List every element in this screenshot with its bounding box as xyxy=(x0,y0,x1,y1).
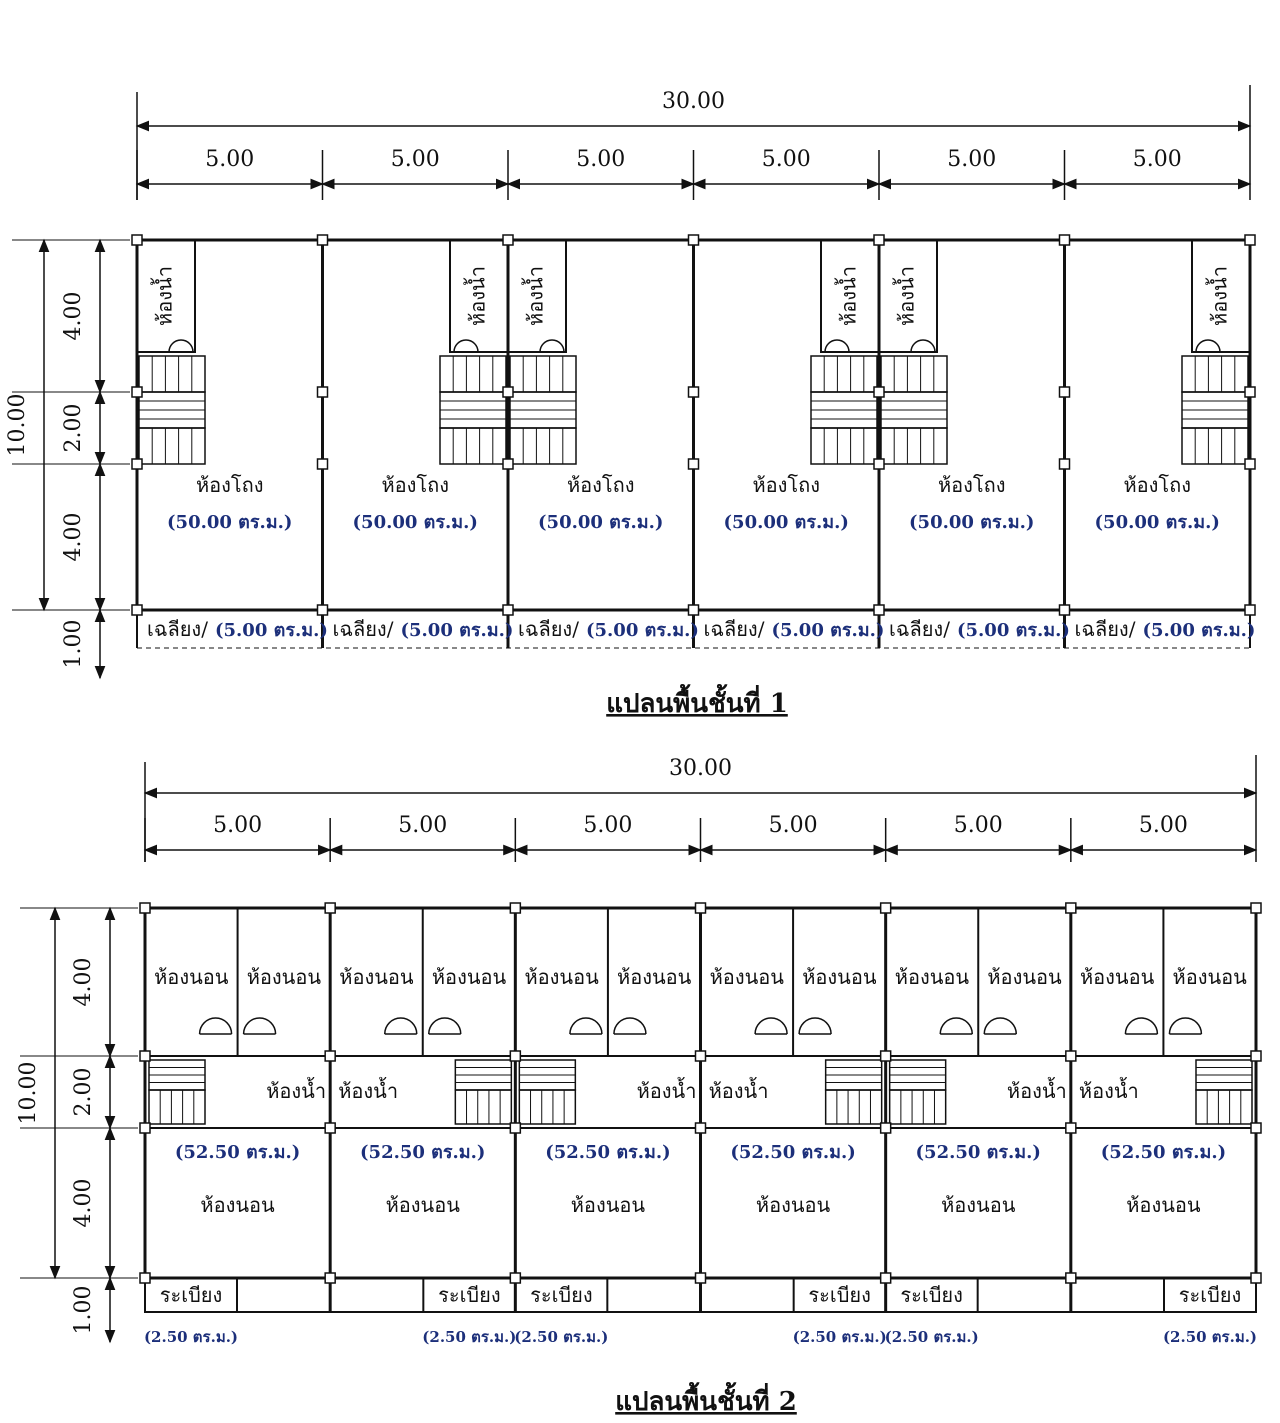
hall-label: ห้องโถง xyxy=(752,473,821,497)
bathroom-label: ห้องน้ำ xyxy=(1006,1079,1067,1103)
column-marker xyxy=(696,1051,706,1061)
overall-width-dimension-label: 30.00 xyxy=(662,89,725,114)
bay-width-dimension-2-label: 5.00 xyxy=(583,813,633,838)
column-marker xyxy=(1066,1123,1076,1133)
floor-area-label: (52.50 ตร.ม.) xyxy=(730,1142,856,1163)
column-marker xyxy=(689,387,699,397)
front-bedroom-label: ห้องนอน xyxy=(385,1193,460,1217)
depth-dimension-rear-2-label: 4.00 xyxy=(71,957,96,1007)
balcony-label: ระเบียง xyxy=(159,1283,223,1307)
column-marker xyxy=(1060,605,1070,615)
door-swing xyxy=(825,340,849,352)
rear-bedroom-label: ห้องนอน xyxy=(339,965,414,989)
porch-area-label: (5.00 ตร.ม.) xyxy=(1142,620,1256,641)
column-marker xyxy=(689,235,699,245)
balcony-area-label: (2.50 ตร.ม.) xyxy=(884,1328,979,1346)
hall-area-label: (50.00 ตร.ม.) xyxy=(909,512,1035,533)
door-swing xyxy=(570,1018,602,1034)
floor-area-label: (52.50 ตร.ม.) xyxy=(360,1142,486,1163)
bathroom-label: ห้องน้ำ xyxy=(465,266,490,326)
column-marker xyxy=(1066,1051,1076,1061)
bathroom-label: ห้องน้ำ xyxy=(338,1079,399,1103)
stair-flight xyxy=(881,428,947,464)
bay-width-dimension-label: 5.00 xyxy=(761,147,811,172)
bay-width-dimension-label: 5.00 xyxy=(205,147,255,172)
floor-area-label: (52.50 ตร.ม.) xyxy=(545,1142,671,1163)
column-marker xyxy=(881,1123,891,1133)
stair-flight xyxy=(1196,1090,1252,1124)
column-marker xyxy=(510,1273,520,1283)
door-swing xyxy=(429,1018,461,1034)
floor-1-title: แปลนพื้นชั้นที่ 1 xyxy=(606,689,788,719)
stair-flight xyxy=(510,428,576,464)
column-marker xyxy=(140,1273,150,1283)
hall-area-label: (50.00 ตร.ม.) xyxy=(352,512,478,533)
column-marker xyxy=(881,1051,891,1061)
front-bedroom-label: ห้องนอน xyxy=(1126,1193,1201,1217)
bay-width-dimension-2-label: 5.00 xyxy=(1138,813,1188,838)
column-marker xyxy=(510,1123,520,1133)
rear-bedroom-label: ห้องนอน xyxy=(431,965,507,989)
bay-width-dimension-2-label: 5.00 xyxy=(768,813,818,838)
balcony-area-label: (2.50 ตร.ม.) xyxy=(143,1328,239,1346)
door-swing xyxy=(799,1018,831,1034)
balcony-label: ระเบียง xyxy=(530,1283,593,1307)
column-marker xyxy=(696,1273,706,1283)
column-marker xyxy=(1251,1051,1261,1061)
door-swing xyxy=(385,1018,417,1034)
porch-area-label: (5.00 ตร.ม.) xyxy=(215,620,328,641)
stair-flight xyxy=(1182,356,1248,392)
column-marker xyxy=(510,903,520,913)
door-swing xyxy=(169,340,193,352)
front-bedroom-label: ห้องนอน xyxy=(755,1193,831,1217)
column-marker xyxy=(140,1123,150,1133)
depth-dimension-stair-label: 2.00 xyxy=(61,403,86,453)
column-marker xyxy=(510,1051,520,1061)
column-marker xyxy=(1060,387,1070,397)
door-swing xyxy=(1196,340,1220,352)
porch-label: เฉลียง/ xyxy=(889,617,950,641)
column-marker xyxy=(503,459,513,469)
column-marker xyxy=(874,387,884,397)
column-marker xyxy=(1066,903,1076,913)
porch-area-label: (5.00 ตร.ม.) xyxy=(771,620,885,641)
porch-area-label: (5.00 ตร.ม.) xyxy=(586,620,699,641)
column-marker xyxy=(1251,1123,1261,1133)
column-marker xyxy=(689,459,699,469)
rear-bedroom-label: ห้องนอน xyxy=(709,965,784,989)
column-marker xyxy=(1245,387,1255,397)
column-marker xyxy=(318,235,328,245)
column-marker xyxy=(881,903,891,913)
column-marker xyxy=(696,1123,706,1133)
hall-area-label: (50.00 ตร.ม.) xyxy=(723,512,849,533)
column-marker xyxy=(503,235,513,245)
balcony-label: ระเบียง xyxy=(1178,1283,1242,1307)
door-swing xyxy=(614,1018,646,1034)
bathroom-label: ห้องน้ำ xyxy=(894,266,919,326)
door-swing xyxy=(1169,1018,1201,1034)
stair-flight xyxy=(510,356,576,392)
column-marker xyxy=(325,903,335,913)
floor-1-plan xyxy=(5,85,1255,719)
balcony-area-label: (2.50 ตร.ม.) xyxy=(514,1328,609,1346)
rear-bedroom-label: ห้องนอน xyxy=(246,965,322,989)
floor-2-title: แปลนพื้นชั้นที่ 2 xyxy=(615,1387,797,1417)
column-marker xyxy=(1251,1273,1261,1283)
porch-area-label: (5.00 ตร.ม.) xyxy=(957,620,1070,641)
hall-label: ห้องโถง xyxy=(195,473,264,497)
stair-flight xyxy=(149,1090,205,1124)
depth-dimension-hall-label: 4.00 xyxy=(61,512,86,562)
depth-dimension-stair-2-label: 2.00 xyxy=(71,1067,96,1117)
door-swing xyxy=(911,340,935,352)
stair-flight xyxy=(811,356,877,392)
bathroom-label: ห้องน้ำ xyxy=(1078,1079,1139,1103)
bathroom-label: ห้องน้ำ xyxy=(1207,266,1232,326)
porch-label: เฉลียง/ xyxy=(703,617,765,641)
column-marker xyxy=(881,1273,891,1283)
rear-bedroom-label: ห้องนอน xyxy=(524,965,599,989)
bay-width-dimension-2-label: 5.00 xyxy=(953,813,1003,838)
column-marker xyxy=(325,1123,335,1133)
column-marker xyxy=(874,459,884,469)
stair-flight xyxy=(139,428,205,464)
depth-dimension-bed-2-label: 4.00 xyxy=(71,1178,96,1228)
column-marker xyxy=(696,903,706,913)
porch-label: เฉลียง/ xyxy=(1074,617,1136,641)
front-bedroom-label: ห้องนอน xyxy=(200,1193,275,1217)
floor-area-label: (52.50 ตร.ม.) xyxy=(915,1142,1041,1163)
overall-depth-dimension-label: 10.00 xyxy=(5,393,30,457)
column-marker xyxy=(874,605,884,615)
column-marker xyxy=(140,903,150,913)
bathroom-label: ห้องน้ำ xyxy=(636,1079,697,1103)
column-marker xyxy=(318,459,328,469)
rear-bedroom-label: ห้องนอน xyxy=(987,965,1062,989)
hall-label: ห้องโถง xyxy=(1123,473,1192,497)
column-marker xyxy=(132,459,142,469)
stair-flight xyxy=(881,356,947,392)
column-marker xyxy=(1245,605,1255,615)
hall-label: ห้องโถง xyxy=(381,473,450,497)
door-swing xyxy=(244,1018,276,1034)
depth-dimension-porch-label: 1.00 xyxy=(61,619,86,669)
hall-label: ห้องโถง xyxy=(937,473,1006,497)
door-swing xyxy=(454,340,478,352)
bay-width-dimension-2-label: 5.00 xyxy=(398,813,448,838)
depth-dimension-rear-label: 4.00 xyxy=(61,291,86,341)
column-marker xyxy=(503,387,513,397)
column-marker xyxy=(132,387,142,397)
bay-width-dimension-label: 5.00 xyxy=(576,147,626,172)
rear-bedroom-label: ห้องนอน xyxy=(154,965,229,989)
rear-bedroom-label: ห้องนอน xyxy=(802,965,877,989)
balcony-label: ระเบียง xyxy=(438,1283,501,1307)
balcony-area-label: (2.50 ตร.ม.) xyxy=(422,1328,517,1346)
column-marker xyxy=(689,605,699,615)
stair-flight xyxy=(811,428,877,464)
stair-flight xyxy=(455,1090,511,1124)
hall-area-label: (50.00 ตร.ม.) xyxy=(538,512,664,533)
floor-2-plan xyxy=(16,755,1261,1417)
front-bedroom-label: ห้องนอน xyxy=(941,1193,1016,1217)
rear-bedroom-label: ห้องนอน xyxy=(1172,965,1247,989)
stair-flight xyxy=(440,428,506,464)
column-marker xyxy=(503,605,513,615)
stair-flight xyxy=(826,1090,882,1124)
hall-label: ห้องโถง xyxy=(566,473,635,497)
column-marker xyxy=(1066,1273,1076,1283)
column-marker xyxy=(318,387,328,397)
door-swing xyxy=(200,1018,232,1034)
porch-label: เฉลียง/ xyxy=(518,617,579,641)
porch-area-label: (5.00 ตร.ม.) xyxy=(400,620,514,641)
hall-area-label: (50.00 ตร.ม.) xyxy=(167,512,293,533)
stair-flight xyxy=(440,356,506,392)
column-marker xyxy=(325,1051,335,1061)
balcony-area-label: (2.50 ตร.ม.) xyxy=(1162,1328,1258,1346)
door-swing xyxy=(755,1018,787,1034)
bay-width-dimension-2-label: 5.00 xyxy=(213,813,263,838)
bathroom-label: ห้องน้ำ xyxy=(708,1079,769,1103)
rear-bedroom-label: ห้องนอน xyxy=(1079,965,1155,989)
stair-flight xyxy=(1182,428,1248,464)
balcony-label: ระเบียง xyxy=(900,1283,963,1307)
overall-width-dimension-2-label: 30.00 xyxy=(669,756,732,781)
porch-label: เฉลียง/ xyxy=(147,617,208,641)
door-swing xyxy=(984,1018,1016,1034)
floor-area-label: (52.50 ตร.ม.) xyxy=(1100,1142,1227,1163)
overall-depth-dimension-2-label: 10.00 xyxy=(16,1061,41,1125)
column-marker xyxy=(132,605,142,615)
rear-bedroom-label: ห้องนอน xyxy=(617,965,692,989)
column-marker xyxy=(874,235,884,245)
stair-flight xyxy=(890,1090,946,1124)
column-marker xyxy=(1251,903,1261,913)
door-swing xyxy=(940,1018,972,1034)
depth-dimension-balcony-2-label: 1.00 xyxy=(71,1285,96,1335)
bathroom-label: ห้องน้ำ xyxy=(836,266,861,326)
column-marker xyxy=(1060,235,1070,245)
bathroom-label: ห้องน้ำ xyxy=(266,1079,327,1103)
column-marker xyxy=(140,1051,150,1061)
balcony-area-label: (2.50 ตร.ม.) xyxy=(792,1328,887,1346)
door-swing xyxy=(540,340,564,352)
column-marker xyxy=(1245,235,1255,245)
stair-flight xyxy=(139,356,205,392)
bathroom-label: ห้องน้ำ xyxy=(152,266,177,326)
column-marker xyxy=(132,235,142,245)
column-marker xyxy=(325,1273,335,1283)
floor-area-label: (52.50 ตร.ม.) xyxy=(174,1142,301,1163)
balcony-label: ระเบียง xyxy=(808,1283,871,1307)
stair-flight xyxy=(519,1090,575,1124)
column-marker xyxy=(318,605,328,615)
bay-width-dimension-label: 5.00 xyxy=(947,147,997,172)
front-bedroom-label: ห้องนอน xyxy=(570,1193,646,1217)
bay-width-dimension-label: 5.00 xyxy=(390,147,440,172)
column-marker xyxy=(1245,459,1255,469)
column-marker xyxy=(1060,459,1070,469)
bay-width-dimension-label: 5.00 xyxy=(1132,147,1182,172)
porch-label: เฉลียง/ xyxy=(332,617,394,641)
bathroom-label: ห้องน้ำ xyxy=(523,266,548,326)
door-swing xyxy=(1125,1018,1157,1034)
hall-area-label: (50.00 ตร.ม.) xyxy=(1094,512,1220,533)
rear-bedroom-label: ห้องนอน xyxy=(894,965,970,989)
